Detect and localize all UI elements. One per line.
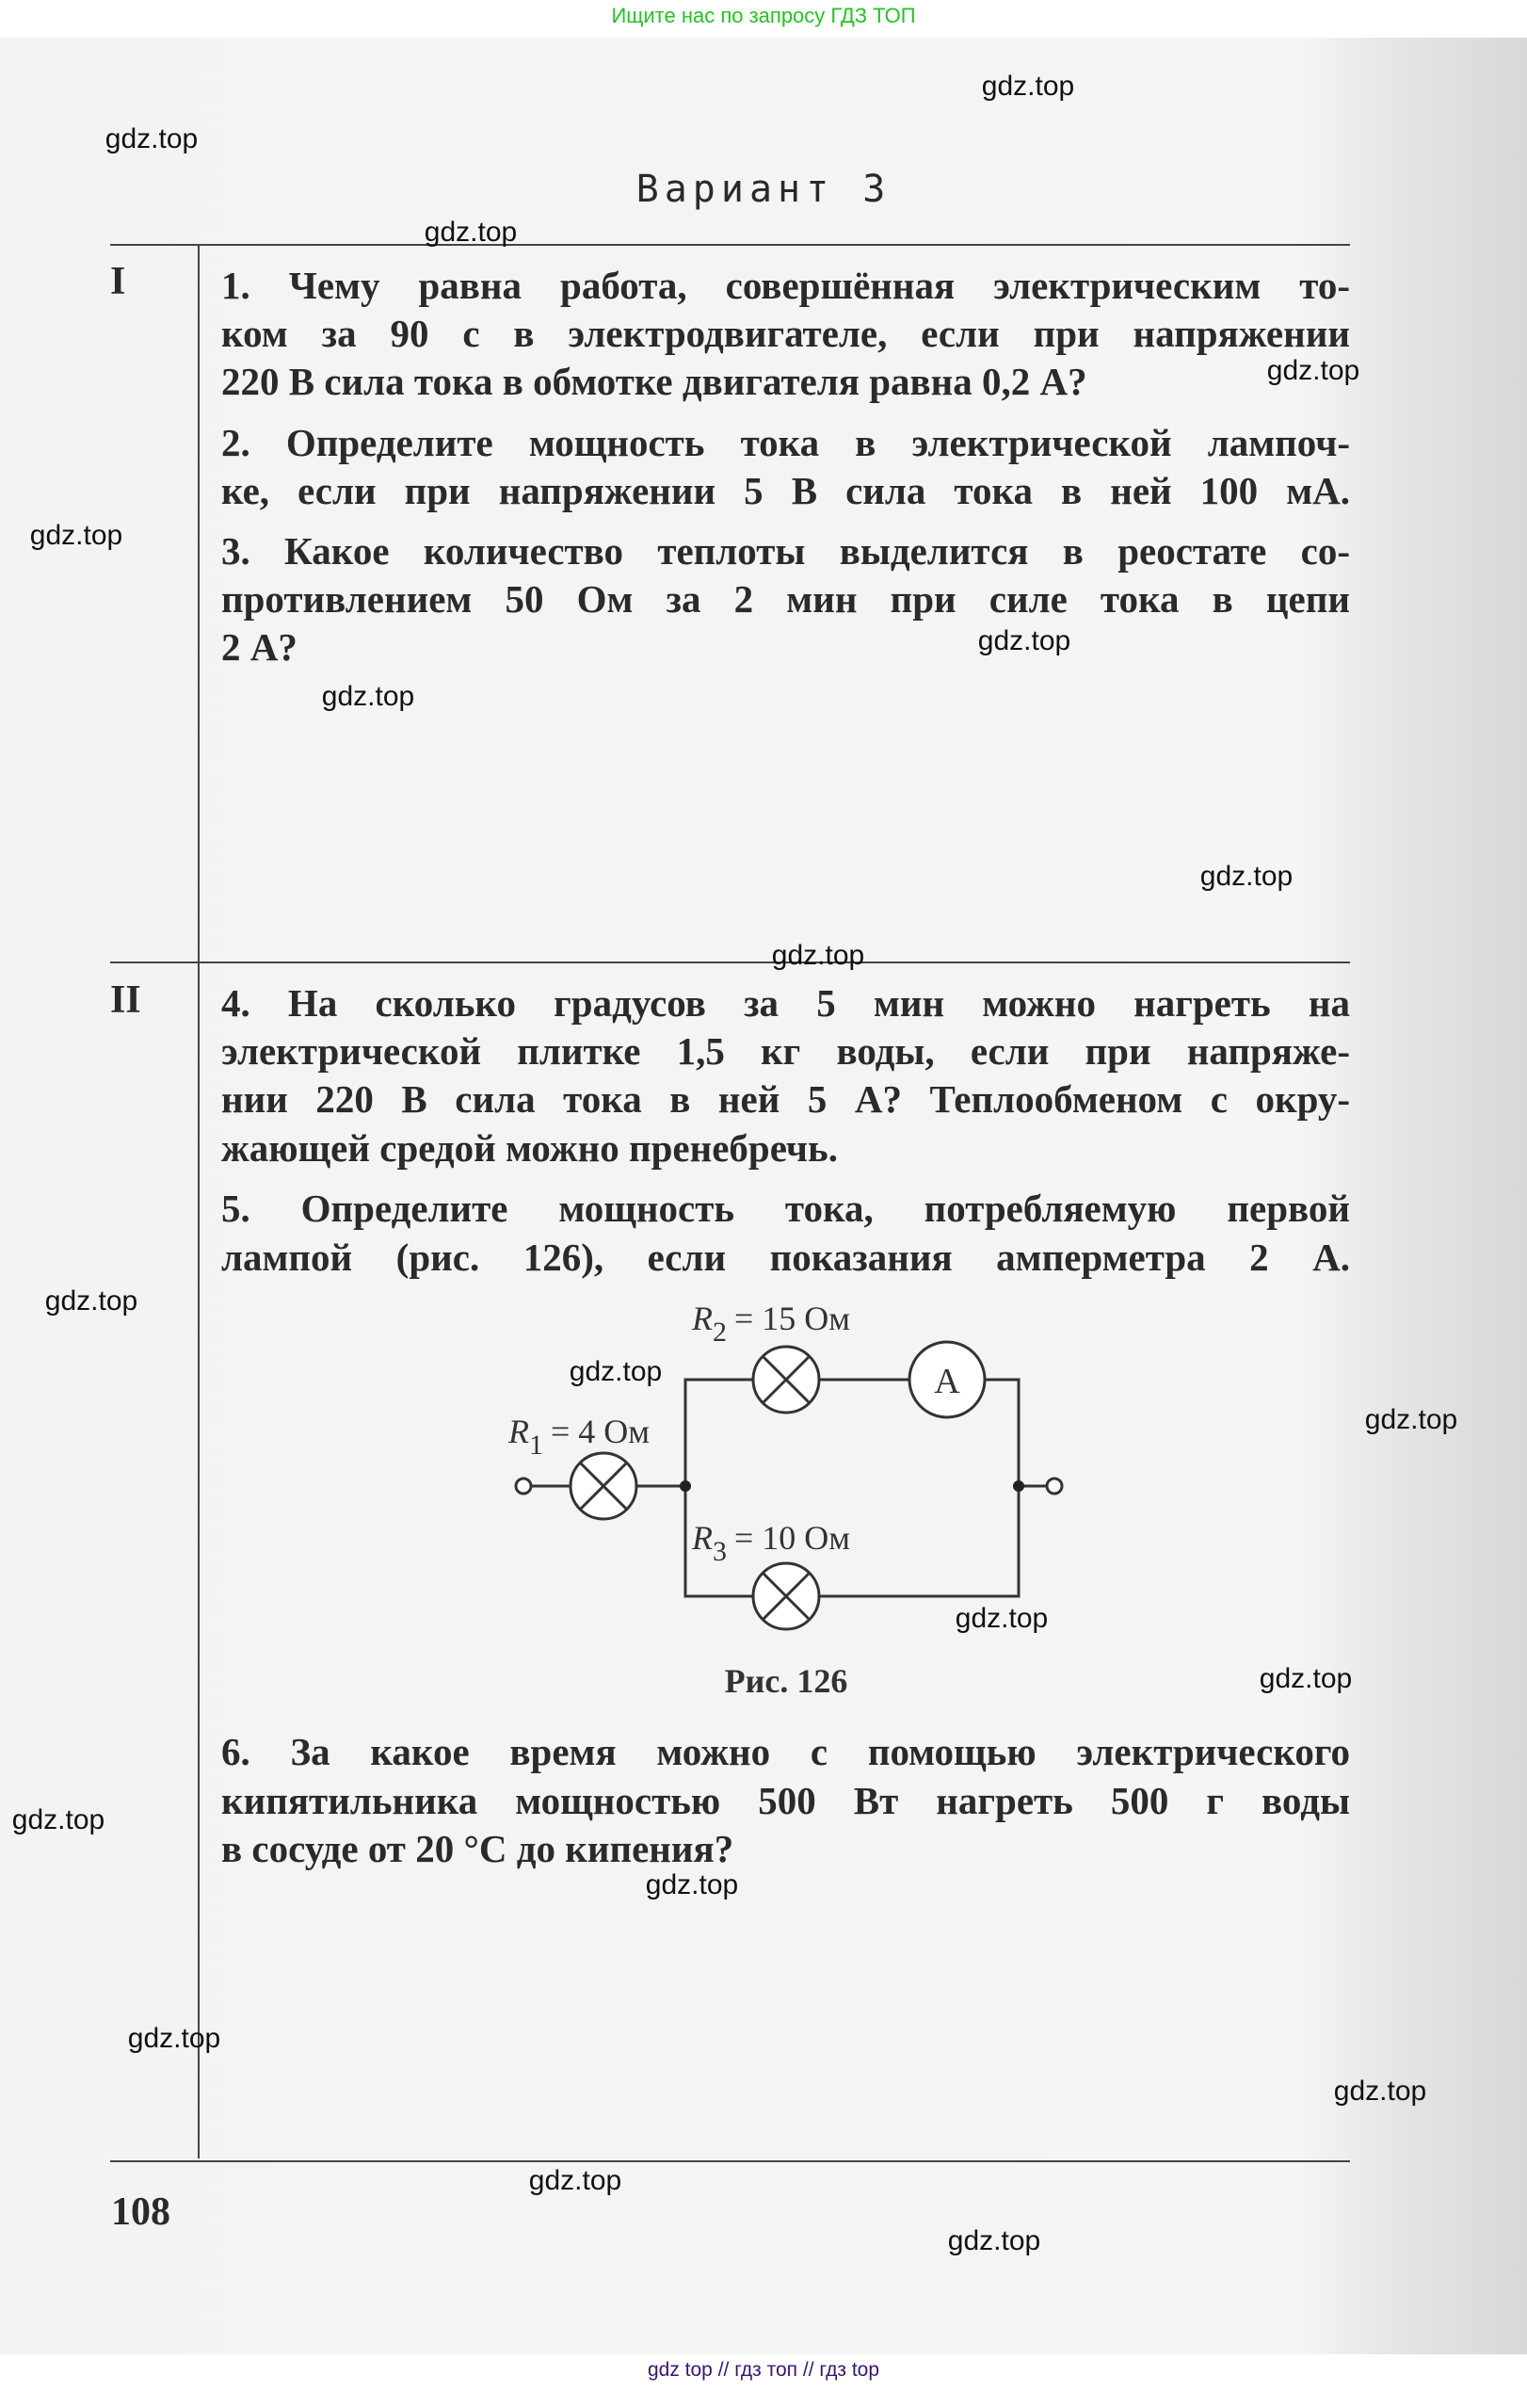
text-line: электрической плитке 1,5 кг воды, если при напряже- (221, 1029, 1350, 1073)
watermark: gdz.top (1199, 861, 1294, 892)
section-label-1: I (110, 260, 126, 303)
text-line: 220 В сила тока в обмотке двигателя равна 0,2 А? (221, 360, 1087, 403)
watermark: gdz.top (528, 2165, 622, 2196)
text-line: ком за 90 с в электродвигателе, если при напряжении (221, 312, 1350, 355)
text-line: ке, если при напряжении 5 В сила тока в ней 100 мА. (221, 469, 1350, 512)
ammeter-label: A (934, 1362, 960, 1401)
watermark: gdz.top (947, 2225, 1041, 2256)
text-line: противлением 50 Ом за 2 мин при силе тока в цепи (221, 577, 1350, 621)
watermark: gdz.top (321, 681, 415, 712)
page-number: 108 (111, 2190, 170, 2234)
text-line: 1. Чему равна работа, совершённая электрическим то- (221, 264, 1350, 307)
lamp-r1-icon (571, 1453, 636, 1519)
top-banner: Ищите нас по запросу ГДЗ ТОП (611, 4, 916, 27)
watermark: gdz.top (11, 1804, 105, 1835)
watermark: gdz.top (771, 940, 865, 971)
watermark: gdz.top (645, 1869, 739, 1900)
r2-label: $R_2 = 15$ Ом (692, 1300, 851, 1348)
bottom-banner: gdz top // гдз топ // гдз top (647, 2359, 880, 2381)
watermark: gdz.top (981, 71, 1075, 102)
terminal-left (516, 1479, 531, 1494)
text-line: 2 А? (221, 625, 297, 669)
r3-label: $R_3 = 10$ Ом (692, 1519, 851, 1567)
watermark: gdz.top (955, 1603, 1049, 1634)
text-line: 6. За какое время можно с помощью электрического (221, 1730, 1350, 1773)
watermark: gdz.top (1259, 1663, 1353, 1694)
junction-node (680, 1480, 691, 1492)
section-label-2: II (110, 978, 141, 1022)
watermark: gdz.top (424, 217, 518, 248)
watermark: gdz.top (1333, 2076, 1427, 2107)
text-line: жающей средой можно пренебречь. (221, 1126, 838, 1170)
watermark: gdz.top (1364, 1404, 1458, 1435)
r1-label: $R_1 = 4$ Ом (508, 1413, 651, 1461)
terminal-right (1047, 1479, 1062, 1494)
watermark: gdz.top (127, 2023, 221, 2054)
junction-node (1013, 1480, 1024, 1492)
text-line: 4. На сколько градусов за 5 мин можно нагреть на (221, 981, 1350, 1025)
watermark: gdz.top (44, 1285, 138, 1317)
figure-caption: Рис. 126 (724, 1662, 848, 1700)
text-line: лампой (рис. 126), если показания амперметра 2 А. (221, 1236, 1350, 1279)
lamp-r3-icon (753, 1563, 819, 1629)
text-line: в сосуде от 20 °С до кипения? (221, 1827, 734, 1870)
text-line: 5. Определите мощность тока, потребляемую первой (221, 1187, 1350, 1230)
text-line: кипятильника мощностью 500 Вт нагреть 500 г воды (221, 1779, 1350, 1822)
lamp-r2-icon (753, 1347, 819, 1413)
text-line: 3. Какое количество теплоты выделится в реостате со- (221, 529, 1350, 573)
watermark: gdz.top (104, 123, 199, 154)
watermark: gdz.top (29, 520, 123, 551)
text-line: 2. Определите мощность тока в электрической лампоч- (221, 421, 1350, 464)
watermark: gdz.top (1266, 355, 1360, 386)
text-line: нии 220 В сила тока в ней 5 А? Теплообменом с окру- (221, 1077, 1350, 1121)
watermark: gdz.top (977, 625, 1071, 656)
page-title: Вариант 3 (635, 168, 892, 211)
watermark: gdz.top (569, 1356, 663, 1387)
